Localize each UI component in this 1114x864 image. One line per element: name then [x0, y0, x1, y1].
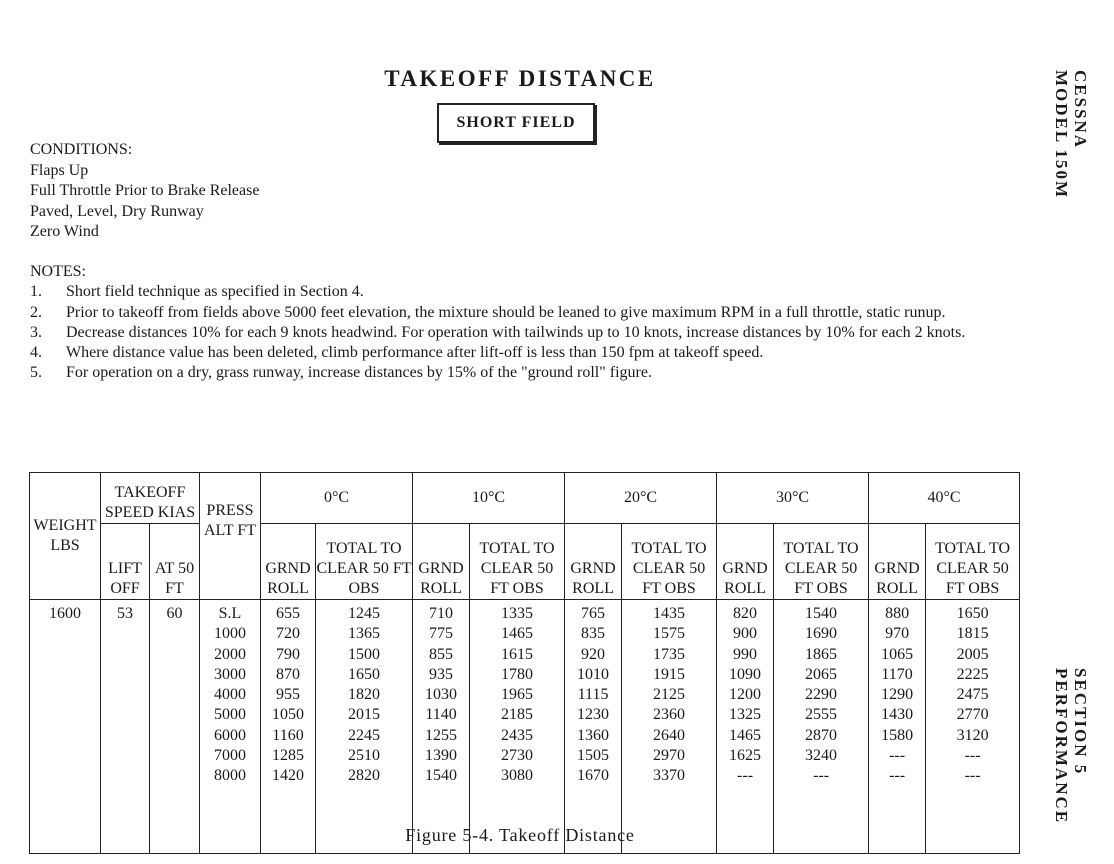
- ground-roll-value: 1010: [577, 665, 610, 683]
- figure-caption: Figure 5-4. Takeoff Distance: [405, 825, 635, 845]
- side-header-line: SECTION 5: [1071, 668, 1090, 776]
- total-distance-value: 2245: [348, 726, 380, 744]
- ground-roll-value: 970: [885, 625, 910, 643]
- ground-roll-value: 1200: [729, 686, 762, 704]
- ground-roll-value: 835: [581, 625, 606, 643]
- total-distance-value: 1965: [501, 686, 534, 704]
- conditions-block: [30, 140, 259, 243]
- note-item: [30, 363, 1020, 383]
- ground-roll-value: 935: [429, 665, 454, 683]
- ground-roll-value: 1540: [425, 767, 458, 785]
- note-number: 4.: [30, 344, 42, 362]
- subtitle-box: SHORT FIELD: [437, 103, 595, 143]
- total-distance-value: 1690: [805, 625, 838, 643]
- grnd-roll-header: GRND ROLL: [261, 524, 316, 600]
- ground-roll-value: 880: [885, 605, 910, 622]
- note-text: Prior to takeoff from fields above 5000 feet elevation, the mixture should be leaned to give maximum RPM in a full throttle, static runup.: [66, 303, 946, 321]
- at-50ft-header: AT 50 FT: [150, 524, 200, 600]
- ground-roll-value: 775: [429, 625, 454, 643]
- note-item: [30, 303, 1020, 323]
- condition-item: Flaps Up: [30, 161, 89, 179]
- total-distance-value: 1735: [653, 645, 686, 663]
- ground-roll-value: 855: [429, 645, 454, 663]
- ground-roll-value: ---: [889, 767, 906, 785]
- ground-roll: [717, 600, 774, 854]
- total-distance-value: 2510: [348, 747, 380, 765]
- ground-roll-value: 1465: [729, 726, 762, 744]
- total-distance-value: 2640: [653, 726, 686, 744]
- note-text: Where distance value has been deleted, climb performance after lift-off is less than 150 fpm at takeoff speed.: [66, 344, 764, 362]
- altitude-value: 6000: [214, 726, 246, 744]
- grnd-roll-header: GRND ROLL: [413, 524, 470, 600]
- condition-item: Zero Wind: [30, 223, 99, 240]
- total-distance-value: 1915: [653, 665, 686, 683]
- notes-block: [30, 262, 1020, 384]
- ground-roll-value: 990: [733, 645, 758, 663]
- press-alt-header: PRESS ALT FT: [200, 473, 261, 600]
- temperature-header: 20°C: [565, 473, 717, 524]
- total-distance-value: 2290: [805, 686, 838, 704]
- note-item: [30, 282, 1020, 302]
- total-distance-value: 1465: [501, 625, 534, 643]
- ground-roll-value: 1390: [425, 747, 458, 765]
- total-distance-value: 2970: [653, 747, 686, 765]
- note-text: Short field technique as specified in Section 4.: [66, 283, 364, 301]
- note-text: For operation on a dry, grass runway, increase distances by 15% of the "ground roll" figure.: [66, 364, 652, 382]
- total-distance-value: 2125: [653, 686, 686, 704]
- ground-roll-value: 710: [429, 605, 454, 622]
- altitude-value: 2000: [214, 645, 246, 663]
- temperature-header: 30°C: [717, 473, 869, 524]
- total-distance-value: 3080: [501, 767, 534, 785]
- ground-roll-value: ---: [737, 767, 754, 785]
- side-header-line: PERFORMANCE: [1052, 668, 1071, 825]
- ground-roll-value: 1170: [881, 665, 913, 683]
- note-item: [30, 323, 1020, 343]
- total-distance-value: 1540: [805, 605, 838, 622]
- ground-roll-value: 1115: [577, 686, 609, 704]
- notes-heading: NOTES:: [30, 263, 86, 280]
- ground-roll-value: 790: [276, 645, 300, 663]
- conditions-heading: CONDITIONS:: [30, 141, 133, 158]
- total-distance-value: 1820: [348, 686, 380, 704]
- weight-header: WEIGHT LBS: [30, 473, 101, 600]
- ground-roll-value: 1325: [729, 706, 762, 724]
- total-distance: [926, 600, 1020, 854]
- grnd-roll-header: GRND ROLL: [565, 524, 622, 600]
- total-distance-value: 2770: [956, 706, 989, 724]
- total-distance-value: 1365: [348, 625, 380, 643]
- note-text: Decrease distances 10% for each 9 knots headwind. For operation with tailwinds up to 10 knots, increase distances by 10% for each 2 knots.: [66, 323, 966, 341]
- total-distance-value: 1815: [956, 625, 989, 643]
- ground-roll-value: 955: [276, 686, 300, 704]
- total-distance-value: 1865: [805, 645, 838, 663]
- ground-roll-value: 1290: [881, 686, 914, 704]
- total-distance-value: ---: [964, 767, 981, 785]
- ground-roll-value: 1285: [272, 747, 304, 765]
- ground-roll-value: 1625: [729, 747, 762, 765]
- ground-roll-value: 1255: [425, 726, 458, 744]
- ground-roll-value: 655: [276, 605, 300, 622]
- ground-roll-value: 900: [733, 625, 758, 643]
- altitude-value: 8000: [214, 767, 246, 785]
- lift-off-speed: 53: [101, 600, 150, 854]
- total-distance-value: 2185: [501, 706, 534, 724]
- total-distance: [316, 600, 413, 854]
- total-distance-value: 2225: [956, 665, 989, 683]
- total-clear-header: TOTAL TO CLEAR 50 FT OBS: [926, 524, 1020, 600]
- total-distance-value: 1650: [348, 665, 380, 683]
- ground-roll-value: 1580: [881, 726, 914, 744]
- total-clear-header: TOTAL TO CLEAR 50 FT OBS: [774, 524, 869, 600]
- total-distance-value: 1335: [501, 605, 534, 622]
- side-header-model: [1052, 70, 1090, 199]
- ground-roll-value: 1090: [729, 665, 762, 683]
- condition-item: Paved, Level, Dry Runway: [30, 202, 204, 220]
- ground-roll-value: 1030: [425, 686, 458, 704]
- ground-roll-value: 1140: [425, 706, 457, 724]
- ground-roll-value: 1670: [577, 767, 610, 785]
- page-title: TAKEOFF DISTANCE: [384, 66, 656, 91]
- note-item: [30, 343, 1020, 363]
- total-distance-value: 3240: [805, 747, 838, 765]
- side-header-section: [1052, 668, 1090, 824]
- note-number: 3.: [30, 323, 42, 341]
- lift-off-header: LIFT OFF: [101, 524, 150, 600]
- total-distance: [622, 600, 717, 854]
- ground-roll-value: 870: [276, 665, 300, 683]
- total-distance: [470, 600, 565, 854]
- altitude: [200, 600, 261, 854]
- altitude-value: 3000: [214, 665, 246, 683]
- ground-roll-value: ---: [889, 747, 906, 765]
- total-distance-value: 2820: [348, 767, 380, 785]
- ground-roll: [869, 600, 926, 854]
- total-distance-value: 1615: [501, 645, 534, 663]
- condition-item: Full Throttle Prior to Brake Release: [30, 182, 260, 199]
- total-distance-value: 1435: [653, 605, 686, 622]
- side-header-line: CESSNA: [1071, 70, 1090, 150]
- ground-roll-value: 920: [581, 645, 606, 663]
- total-clear-header: TOTAL TO CLEAR 50 FT OBS: [622, 524, 717, 600]
- total-distance-value: 2475: [956, 686, 989, 704]
- ground-roll-value: 820: [733, 605, 758, 622]
- altitude-value: S.L: [218, 605, 242, 622]
- total-clear-header: TOTAL TO CLEAR 50 FT OBS: [470, 524, 565, 600]
- takeoff-speed-header: TAKEOFF SPEED KIAS: [101, 473, 200, 524]
- temperature-header: 10°C: [413, 473, 565, 524]
- altitude-value: 5000: [214, 706, 246, 724]
- total-distance-value: 1245: [348, 605, 380, 622]
- total-distance-value: 2730: [501, 747, 534, 765]
- temperature-header: 0°C: [261, 473, 413, 524]
- total-distance-value: 2015: [348, 706, 380, 724]
- total-distance-value: 2360: [653, 706, 686, 724]
- total-distance-value: 2870: [805, 726, 838, 744]
- weight-value: 1600: [30, 600, 101, 854]
- side-header-line: MODEL 150M: [1052, 70, 1071, 200]
- total-distance: [774, 600, 869, 854]
- ground-roll-value: 720: [276, 625, 300, 643]
- total-distance-value: 2065: [805, 665, 838, 683]
- at-50ft-speed: 60: [150, 600, 200, 854]
- ground-roll-value: 1160: [272, 726, 304, 744]
- altitude-value: 1000: [214, 625, 246, 643]
- total-distance-value: 2005: [956, 645, 989, 663]
- total-distance-value: 2555: [805, 706, 838, 724]
- total-clear-header: TOTAL TO CLEAR 50 FT OBS: [316, 524, 413, 600]
- ground-roll-value: 1430: [881, 706, 914, 724]
- note-number: 5.: [30, 364, 42, 382]
- ground-roll: [261, 600, 316, 854]
- total-distance-value: ---: [813, 767, 830, 785]
- total-distance-value: 1650: [956, 605, 989, 622]
- total-distance-value: 3370: [653, 767, 686, 785]
- grnd-roll-header: GRND ROLL: [717, 524, 774, 600]
- total-distance-value: ---: [964, 747, 981, 765]
- ground-roll-value: 1420: [272, 767, 304, 785]
- ground-roll-value: 1360: [577, 726, 610, 744]
- note-number: 2.: [30, 303, 42, 321]
- altitude-value: 7000: [214, 747, 246, 765]
- note-number: 1.: [30, 283, 42, 301]
- ground-roll-value: 1065: [881, 645, 914, 663]
- ground-roll-value: 1505: [577, 747, 610, 765]
- ground-roll-value: 765: [581, 605, 606, 622]
- total-distance-value: 1500: [348, 645, 380, 663]
- takeoff-distance-table: [29, 472, 1020, 854]
- altitude-value: 4000: [214, 686, 246, 704]
- total-distance-value: 3120: [956, 726, 989, 744]
- total-distance-value: 2435: [501, 726, 534, 744]
- ground-roll: [413, 600, 470, 854]
- total-distance-value: 1780: [501, 665, 534, 683]
- temperature-header: 40°C: [869, 473, 1020, 524]
- grnd-roll-header: GRND ROLL: [869, 524, 926, 600]
- ground-roll: [565, 600, 622, 854]
- ground-roll-value: 1230: [577, 706, 610, 724]
- ground-roll-value: 1050: [272, 706, 304, 724]
- total-distance-value: 1575: [653, 625, 686, 643]
